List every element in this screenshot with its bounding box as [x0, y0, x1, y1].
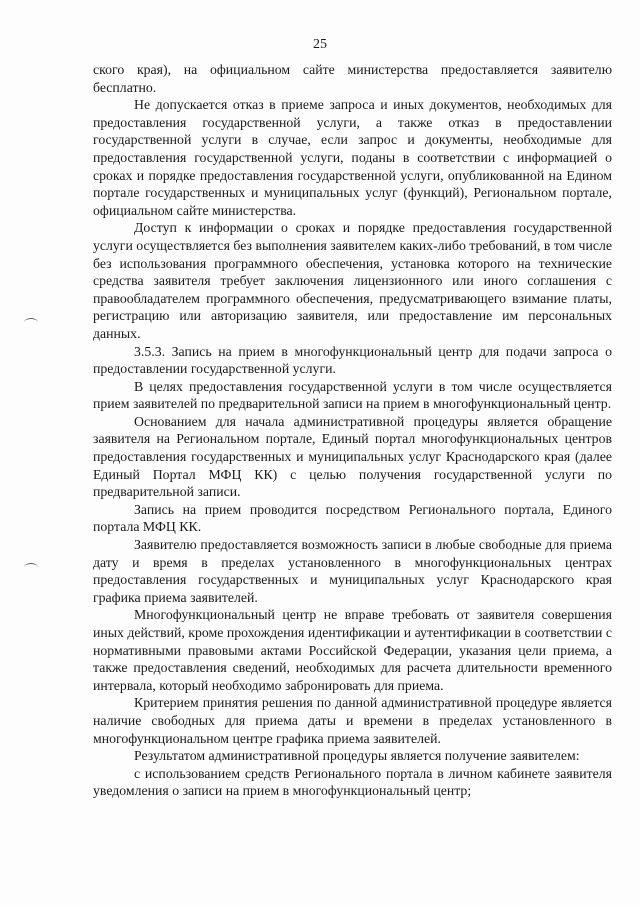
margin-mark — [24, 318, 38, 327]
page-number: 25 — [313, 37, 327, 52]
paragraph: ского края), на официальном сайте министерства предоставляется заявителю бесплатно. — [93, 62, 612, 95]
paragraph: Критерием принятия решения по данной административной процедуре является наличие свободных для приема даты и времени в пределах установленного в многофункциональном центре графика приема заявителей. — [93, 695, 612, 746]
paragraph: Основанием для начала административной процедуры является обращение заявителя на Региональном портале, Единый портал многофункциональных центров предоставления государственных и муниципальных услуг Краснодарского края (далее Единый Портал МФЦ КК) с целью получения государственной услуги по предварительной записи. — [93, 413, 612, 500]
paragraph: Доступ к информации о сроках и порядке предоставления государственной услуги осуществляется без выполнения заявителем каких-либо требований, в том числе без использования программного обеспечения, установка которого на технические средства заявителя требует заключения лицензионного или иного соглашения с правообладателем программного обеспечения, предусматривающего взимание платы, регистрацию или авторизацию заявителя, или предоставление им персональных данных. — [93, 220, 613, 341]
paragraph: Не допускается отказ в приеме запроса и иных документов, необходимых для предоставления государственной услуги, а также отказ в предоставлении государственной услуги в случае, если запрос и документы, необходимые для предоставления государственной услуги, поданы в соответствии с информацией о сроках и порядке предоставления государственной услуги, опубликованной на Едином портале государственных и муниципальных услуг (функций), Региональном портале, официальном сайте министерства. — [93, 97, 612, 218]
margin-mark — [24, 563, 38, 572]
paragraph: Запись на прием проводится посредством Регионального портала, Единого портала МФЦ КК. — [93, 501, 612, 535]
section-heading: 3.5.3. Запись на прием в многофункциональный центр для подачи запроса о предоставлении государственной услуги. — [93, 343, 612, 377]
paragraph: с использованием средств Регионального портала в личном кабинете заявителя уведомления о записи на прием в многофункциональный центр; — [93, 765, 612, 799]
paragraph: Заявителю предоставляется возможность записи в любые свободные для приема дату и время в пределах установленного в многофункциональных центрах предоставления государственных и муниципальных услуг Краснодарского края графика приема заявителей. — [93, 537, 612, 605]
paragraph: Многофункциональный центр не вправе требовать от заявителя совершения иных действий, кроме прохождения идентификации и аутентификации в соответствии с нормативными правовыми актами Российской Федерации, указания цели приема, а также предоставления сведений, необходимых для расчета длительности временного интервала, который необходимо забронировать для приема. — [93, 607, 612, 693]
document-body — [93, 61, 612, 800]
paragraph: В целях предоставления государственной услуги в том числе осуществляется прием заявителей по предварительной записи на прием в многофункциональный центр. — [93, 378, 612, 412]
paragraph: Результатом административной процедуры является получение заявителем: — [134, 748, 580, 764]
